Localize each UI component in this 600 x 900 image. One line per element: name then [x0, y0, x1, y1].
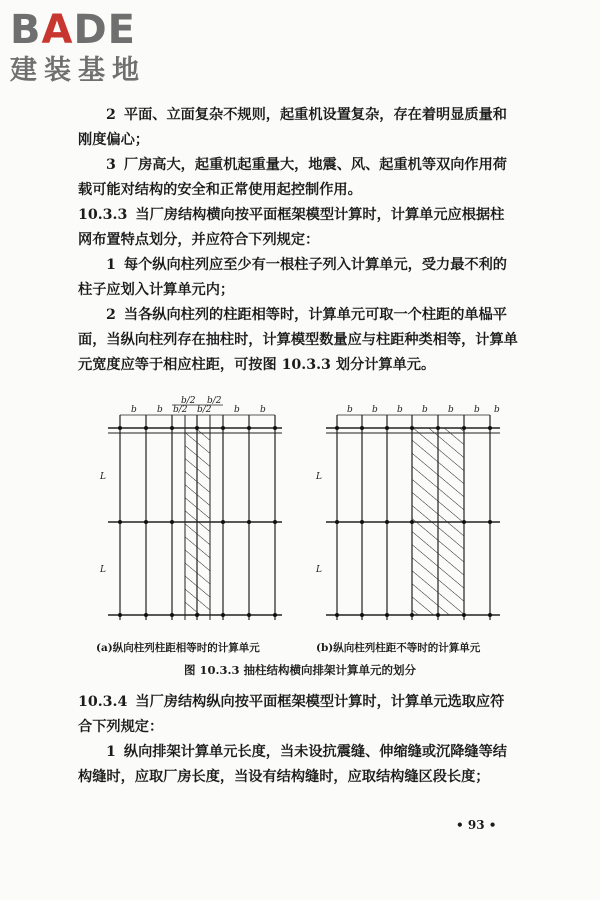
clause-10-3-4: 10.3.4 当厂房结构纵向按平面框架模型计算时，计算单元选取应符合下列规定： — [78, 694, 505, 735]
dim-label: b — [372, 405, 378, 415]
figure-right-grid — [315, 405, 500, 620]
dim-label: b — [422, 405, 428, 415]
dim-label: b — [234, 405, 240, 415]
dim-label: b — [157, 405, 163, 415]
dim-label: b — [347, 405, 353, 415]
dim-label: b — [397, 405, 403, 415]
dim-label: b/2 — [173, 405, 188, 415]
figure-left-grid — [99, 396, 282, 620]
paragraph: 2 当各纵向柱列的柱距相等时，计算单元可取一个柱距的单榀平面，当纵向柱列存在抽柱时，计算模型数量应与柱距种类相等，计算单元宽度应等于相应柱距，可按图 10.3.3 划分计算单元。 — [78, 307, 518, 373]
dim-label: b/2 — [197, 405, 212, 415]
dim-label: b — [448, 405, 454, 415]
dim-label: L — [316, 472, 322, 482]
figure-caption-b: (b)纵向柱列柱距不等时的计算单元 — [316, 642, 481, 654]
figure-title: 图 10.3.3 抽柱结构横向排架计算单元的划分 — [183, 663, 417, 677]
dim-label: b — [131, 405, 137, 415]
figure-caption-a: (a)纵向柱列柱距相等时的计算单元 — [96, 642, 260, 654]
dim-label: b — [260, 405, 266, 415]
paragraph: 3 厂房高大，起重机起重量大，地震、风、起重机等双向作用荷载可能对结构的安全和正常使用起控制作用。 — [78, 157, 507, 198]
bade-logo — [10, 8, 180, 88]
dim-label: L — [316, 565, 322, 575]
dim-label: L — [100, 565, 106, 575]
dim-label: L — [100, 472, 106, 482]
logo-subtitle: 建装基地 — [10, 55, 146, 86]
paragraph: 1 纵向排架计算单元长度，当未设抗震缝、伸缩缝或沉降缝等结构缝时，应取厂房长度，当设有结构缝时，应取结构缝区段长度； — [78, 744, 507, 785]
dim-label: b — [494, 405, 500, 415]
page-number: • 93 • — [456, 818, 497, 832]
logo-wordmark: BADE — [10, 7, 136, 53]
paragraph: 1 每个纵向柱列应至少有一根柱子列入计算单元，受力最不利的柱子应划入计算单元内； — [78, 257, 507, 298]
dim-label: b/2 — [207, 396, 222, 406]
dim-label: b — [474, 405, 480, 415]
clause-10-3-3: 10.3.3 当厂房结构横向按平面框架模型计算时，计算单元应根据柱网布置特点划分，并应符合下列规定： — [78, 207, 505, 248]
figure-10-3-3 — [0, 395, 600, 635]
paragraph: 2 平面、立面复杂不规则，起重机设置复杂，存在着明显质量和刚度偏心； — [78, 107, 507, 148]
dim-label: b/2 — [181, 396, 196, 406]
